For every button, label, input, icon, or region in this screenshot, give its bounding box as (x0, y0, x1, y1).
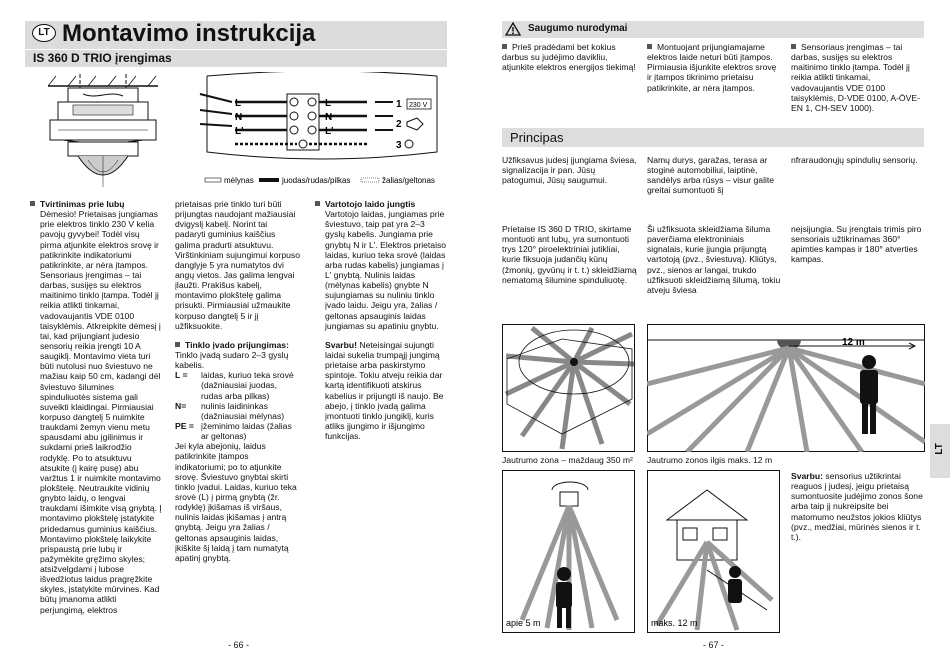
principle-para: Užfiksavus judesį įjungiama šviesa, signalizacija ir pan. Jūsų patogumui, Jūsų saugumui. (502, 155, 637, 186)
safety-item (791, 42, 925, 113)
col2-text1: prietaisas prie tinklo turi būti prijungtas naudojant mažiausiai dvigyslį kabelį. Norint tai padaryti guminius kaiščius galima pradurti atsuktuvu. Virštinkiniam sujungimui korpuso danglyje 5 yra numatytos dvi angų vietos. Jas galima lengvai įlaužti. Prakišus kabelį, montavimo plokštelę galima prisukti. Pirmiausiai užmaukite korpuso dangtelį 5 ir jį užfiksuokite. (175, 199, 300, 331)
principle-para: neįsijungia. Su įrengtais trimis piro sensoriais užtikrinamas 360° apimties kampas ir 180° atverties kampas. (791, 224, 922, 265)
principle-text (502, 224, 637, 285)
detection-zone-figure (502, 324, 635, 452)
wire-label-L: L (235, 98, 242, 109)
note-body: sensorius užtikrintai reaguos į judesį, jeigu prietaisą sumontuosite judėjimo zonos šone arba taip jį nukreipsite bei matomumo neužstos jokios kliūtys (pvz., medžiai, mūrinės sienos ir t. t.). (791, 471, 923, 542)
safety-text: Sensoriaus įrengimas – tai darbas, susijęs su elektros maitinimo tinklo įtampa. Todėl jį reikia atlikti tinkamai, vadovaujantis VDE 0100 taisyklėmis, D-VDE 0100, A-ÖVE-EN 1, CH-SEV 1000). (791, 42, 925, 113)
output-1: 1 (396, 99, 402, 110)
principle-text (791, 224, 925, 265)
col2-text2: Jei kyla abejonių, laidus patikrinkite įtampos indikatoriumi; po to atjunkite srovę. Šviestuvo gnybtai skirti tinklo įvadui. Laidas, kuriuo teka srovė (L) į pirmą gnybtą (žr. rodyklę) įkišamas iš viršaus, nulinis laidas įkišamas į antrą gnybtą. Jeigu yra žalias / geltonas apsauginis laidas, įkiškite šį laidą į tam numatytą apatinį gnybtą. (175, 441, 297, 563)
detection-range-figure (647, 324, 925, 452)
term-value: laidas, kuriuo teka srovė (dažniausiai juodas, rudas arba pilkas) (201, 370, 294, 401)
safety-item (647, 42, 782, 93)
principle-text (647, 155, 782, 196)
principle-para: nfraraudonųjų spindulių sensorių. (791, 155, 918, 165)
mounting-text: Dėmesio! Prietaisas jungiamas prie elektros tinklo 230 V kelia pavojų gyvybei! Todėl visų pirma atjunkite elektros srovę ir patikrinkite indikatoriumi patikrinkite, ar nėra įtampos. Sensoriaus įrengimas – tai darbas, susijęs su elektros maitinimo tinklo įtampa. Todėl jį reikia atlikti tinkamai, vadovaujantis VDE 0100 taisyklėmis. Atkreipkite dėmesį į tai, kad prijungiant judesio sensorių reikia įrengti 10 A saugiklį. Montavimo vieta turi būti nutolusi nuo šviestuvo ne mažiau kaip 50 cm, kadangi dėl šviestuvo šilumines spinduliuotės sistema gali suveikti klaidingai. Pirmiausiai korpuso dangtelį 5 nuimkite traukdami žemyn vienu metu spausdami abu įgilinimus ir sukdami prieš laikrodžio rodyklę. Po to atsuktuvu atsukite (į kairę pusę) abu varžtus 1 ir nuimkite montavimo plokštelę. Neutraukite vidinių gnybto laidų, o lengvai traukdami išimkite visą gnybtą. Į montavimo plokštelę įstatykite pridedamus guminius kaiščius. Montavimo plokštelę laikykite prispaustą prie lubų ir pažymėkite gręžimo skyles; atsižvelgdami į lubose išvedžiotus laidus pragręžkite skyles, įstatykite mūrvines. Kad būtų įmanoma atlikti perjungimą, elektros (40, 209, 162, 615)
mounting-heading: Tvirtinimas prie lubų (30, 199, 162, 209)
term-value: įžeminimo laidas (žalias ar geltonas) (201, 420, 292, 442)
warning-label: Svarbu! (325, 339, 357, 350)
principle-para: Prietaise IS 360 D TRIO, skirtame montuoti ant lubų, yra sumontuoti trys 120° piroelektriniai jutikliai, kurie fiksuoja judančių kūnų (žmonių, gyvūnų ir t. t.) skleidžiamą nematomą šilumine spinduliuotę. (502, 224, 637, 285)
left-col-3 (315, 199, 447, 441)
term-key: N= (175, 400, 187, 411)
left-col-2 (175, 199, 300, 563)
load-warning (315, 340, 447, 441)
principle-para: Namų durys, garažas, terasa ar stoginė automobiliui, laiptinė, sandėlys arba rūsys – visur galite greitai sumontuoti šį (647, 155, 775, 196)
term-value: nulinis laidininkas (dažniausiai mėlynas) (201, 400, 285, 421)
zone-caption: Jautrumo zona – maždaug 350 m² (502, 455, 633, 465)
note-text (791, 471, 925, 542)
voltage-label: 230 V (409, 102, 428, 109)
warning-triangle-icon (505, 22, 521, 36)
term-key: L = (175, 370, 188, 381)
conductor-table (175, 370, 300, 441)
mains-heading: Tinklo įvado prijungimas: (175, 340, 300, 350)
near-range-figure (502, 470, 635, 633)
legend-blue: mėlynas (224, 176, 254, 185)
principle-title: Principas (510, 130, 564, 145)
wire-label-Lp2: L' (325, 126, 334, 137)
range-caption: Jautrumo zonos ilgis maks. 12 m (647, 455, 773, 465)
page-number-right: - 67 - (703, 640, 725, 650)
safety-text: Montuojant prijungiamajame elektros laide neturi būti įtampos. Pirmiausia išjunkite elektros srovę ir įtampos tikrinimo prietaisu patikrinkite, ar nėra įtampos. (647, 42, 782, 93)
mains-intro: Tinklo įvadą sudaro 2–3 gyslų kabelis. (175, 349, 289, 371)
principle-text (502, 155, 637, 185)
range-label: 12 m (842, 337, 865, 348)
principle-para: Ši užfiksuota skleidžiama šiluma paverčiama elektroniniais signalais, kurie įjungia prijungtą vartotoją (pvz., šviestuvą). Kliūtys, pvz., sienos ar langai, trukdo užfiksuoti skleidžiamą šilumą, tokiu atveju šviesa (647, 224, 781, 295)
safety-text: Prieš pradėdami bet kokius darbus su judėjimo davikliu, atjunkite elektros energijos tiekimą! (502, 42, 636, 73)
safety-item (502, 42, 637, 72)
output-3: 3 (396, 140, 402, 151)
wire-label-L2: L (325, 98, 332, 109)
near-distance-label: apie 5 m (506, 618, 541, 628)
safety-title: Saugumo nurodymai (528, 23, 628, 34)
wire-label-N2: N (325, 112, 333, 123)
legend-green: žalias/geltonas (382, 176, 435, 185)
wire-label-N: N (235, 112, 243, 123)
principle-bar (502, 128, 924, 147)
legend-black: juodas/rudas/pilkas (282, 176, 351, 185)
principle-text (647, 224, 782, 295)
ceiling-mount-figure (28, 72, 178, 195)
load-text: Vartotojo laidas, jungiamas prie šviestuvo, taip pat yra 2–3 gyslų kabelis. Jungiama prie gnybtų N ir L'. Elektros prietaiso laidas, kuriuo teka srovė (laidas arba rudas kabelis) jungiamas į L' gnybtą. Nulinis laidas (mėlynas kabelis) gnybte N sujungiamas su nuliniu tinklo įvado laidu. Jeigu yra, žalias / geltonas apsauginis laidas jungiamas su apatiniu gnybtu. (325, 209, 447, 331)
section-subtitle: IS 360 D TRIO įrengimas (33, 51, 172, 65)
side-tab-label: LT (934, 443, 946, 455)
output-2: 2 (396, 119, 402, 130)
lang-badge: LT (32, 24, 56, 42)
wire-label-Lp: L' (235, 126, 244, 137)
load-heading: Vartotojo laido jungtis (315, 199, 447, 209)
note-label: Svarbu: (791, 471, 823, 481)
page-title: Montavimo instrukcija (62, 20, 316, 47)
principle-text (791, 155, 925, 165)
left-col-1 (30, 199, 162, 615)
term-key: PE = (175, 420, 194, 431)
max-distance-label: maks. 12 m (651, 618, 698, 628)
warning-text: Neteisingai sujungti laidai sukelia trumpąjį jungimą prietaise arba paskirstymo spintoje. Tokiu atveju reikia dar kartą identifikuoti atskirus kabelius ir prijungti iš naujo. Be abejo, į tinklo įvadą galima įmontuoti tinklo jungiklį, kuris atliks įjungimo ir išjungimo funkcijas. (325, 339, 444, 442)
wiring-diagram (197, 72, 447, 195)
note-para (791, 471, 925, 542)
max-range-figure (647, 470, 780, 633)
page-number-left: - 66 - (228, 640, 250, 650)
